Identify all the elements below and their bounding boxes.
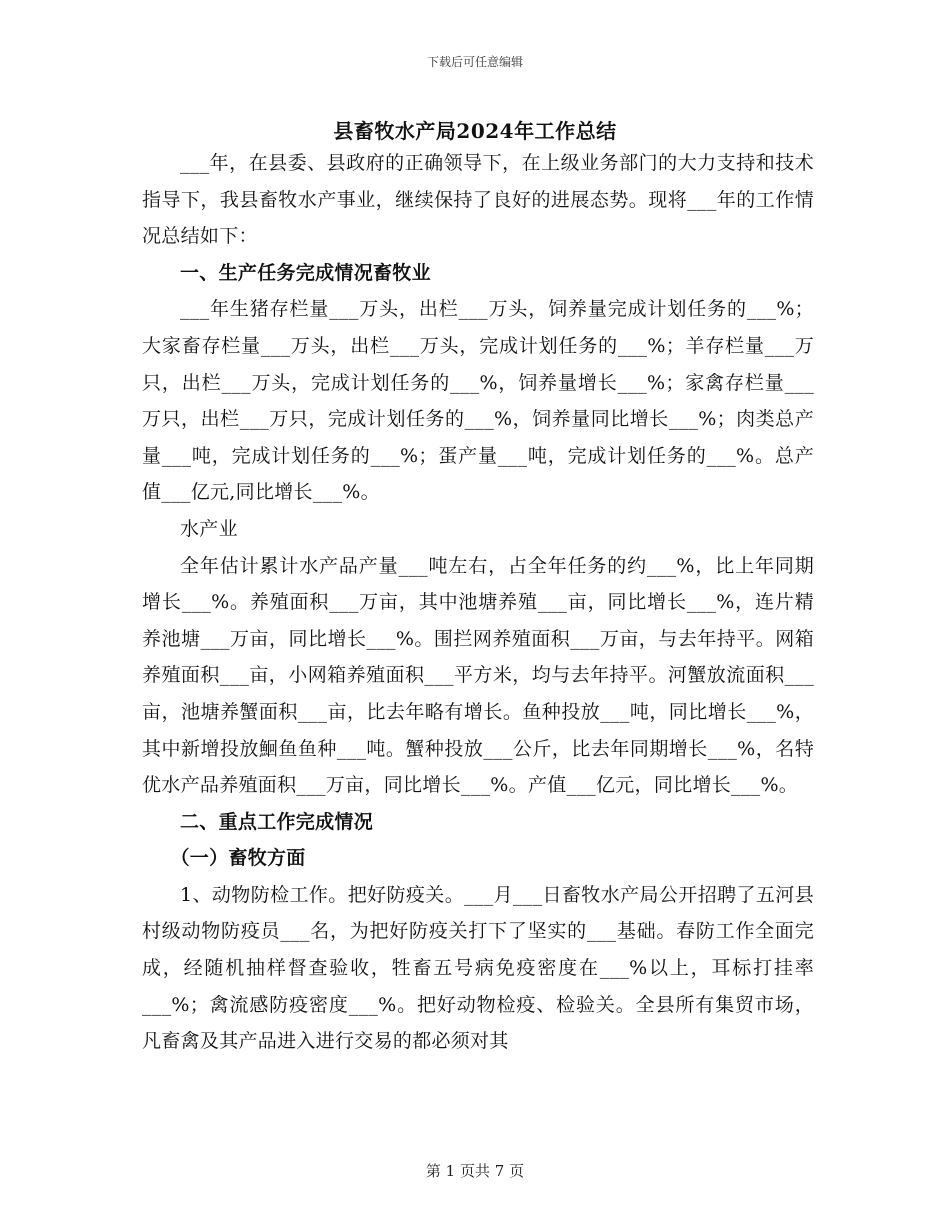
document-title: 县畜牧水产局2024年工作总结 [333, 119, 617, 143]
animal-epidemic-paragraph: 1、动物防检工作。把好防疫关。___月___日畜牧水产局公开招聘了五河县村级动物防疫员___名，为把好防疫关打下了坚实的___基础。春防工作全面完成，经随机抽样督查验收，牲畜五号病免疫密度在___%以上，耳标打挂率___%；禽流感防疫密度___%。把好动物检疫、检验关。全县所有集贸市场，凡畜禽及其产品进入进行交易的都必须对其 [142, 883, 814, 1053]
aquaculture-paragraph: 全年估计累计水产品产量___吨左右，占全年任务的约___%，比上年同期增长___%。养殖面积___万亩，其中池塘养殖___亩，同比增长___%，连片精养池塘___万亩，同比增长___%。围拦网养殖面积___万亩，与去年持平。网箱养殖面积___亩，小网箱养殖面积___平方米，均与去年持平。河蟹放流面积___亩，池塘养蟹面积___亩，比去年略有增长。鱼种投放___吨，同比增长___%，其中新增投放鮰鱼鱼种___吨。蟹种投放___公斤，比去年同期增长___%，名特优水产品养殖面积___万亩，同比增长___%。产值___亿元，同比增长___%。 [142, 554, 814, 797]
aquaculture-subhead: 水产业 [180, 517, 238, 540]
intro-paragraph: ___年，在县委、县政府的正确领导下，在上级业务部门的大力支持和技术指导下，我县畜牧水产事业，继续保持了良好的进展态势。现将___年的工作情况总结如下： [142, 152, 814, 248]
page-number-footer: 第 1 页共 7 页 [425, 1162, 525, 1180]
header-note: 下载后可任意编辑 [426, 55, 523, 69]
section2-subheading-livestock: （一）畜牧方面 [170, 847, 306, 870]
section1-heading: 一、生产任务完成情况畜牧业 [180, 261, 431, 284]
section2-heading: 二、重点工作完成情况 [180, 810, 374, 833]
livestock-paragraph: ___年生猪存栏量___万头，出栏___万头，饲养量完成计划任务的___%；大家畜存栏量___万头，出栏___万头，完成计划任务的___%；羊存栏量___万只，出栏___万头，完成计划任务的___%，饲养量增长___%；家禽存栏量___万只，出栏___万只，完成计划任务的___%，饲养量同比增长___%；肉类总产量___吨，完成计划任务的___%；蛋产量___吨，完成计划任务的___%。总产值___亿元,同比增长___%。 [142, 298, 814, 504]
document-body [142, 145, 814, 1060]
